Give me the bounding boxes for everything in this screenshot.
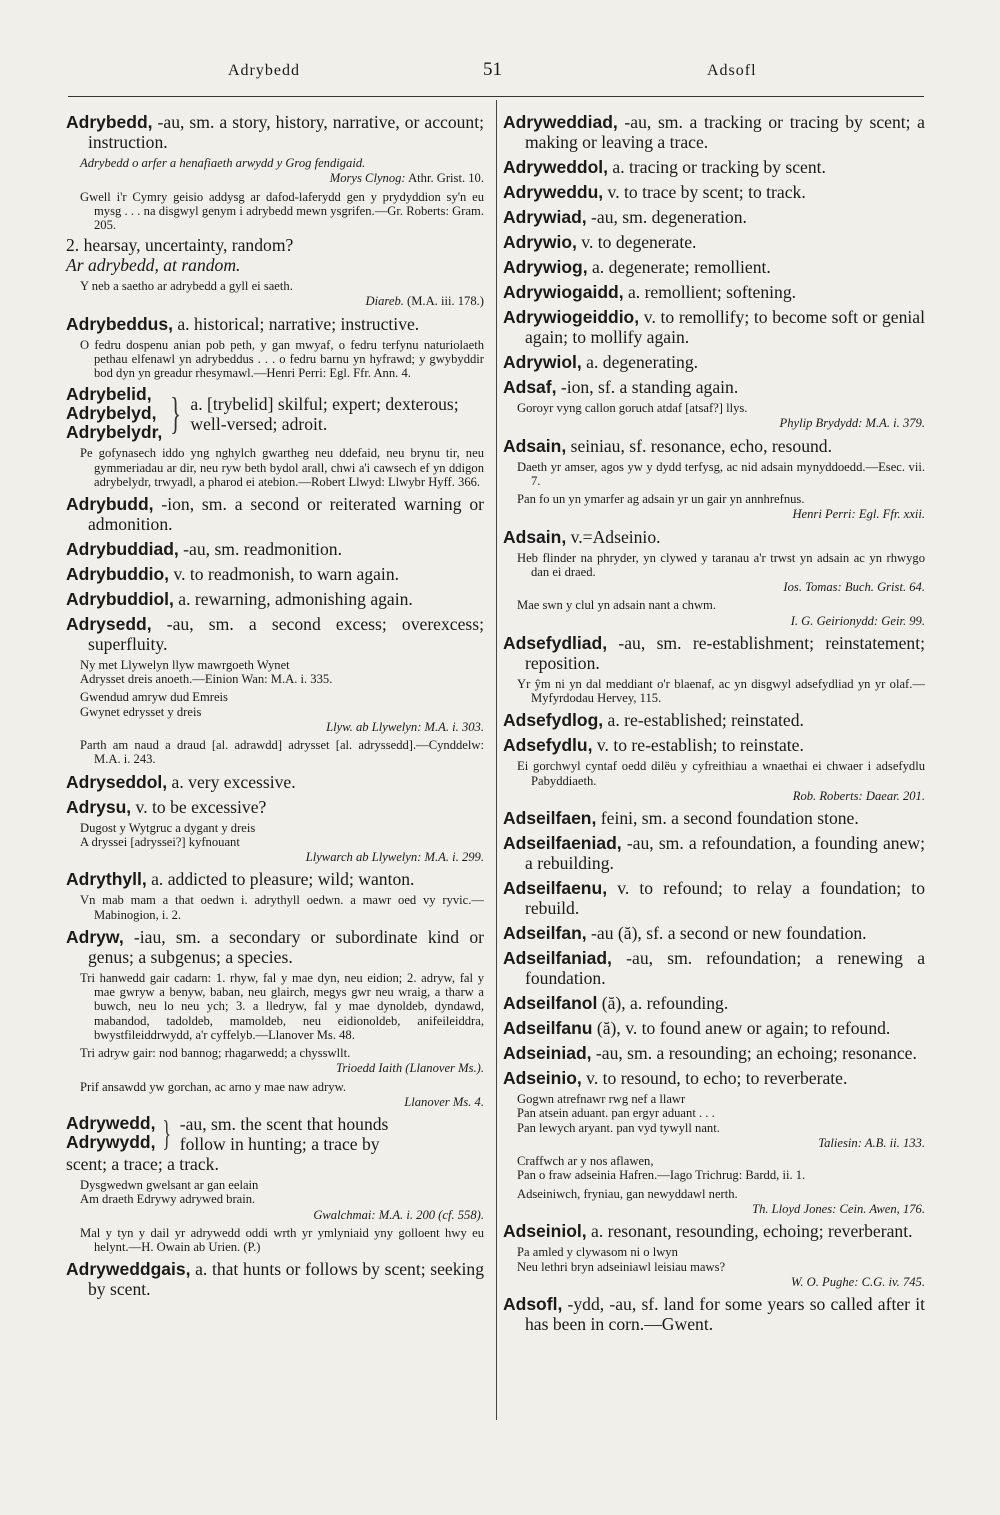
definition: -au, sm. a second excess; overexcess; superfluity.: [88, 614, 484, 655]
citation: O fedru dospenu anian pob peth, y gan mwyaf, o fedru terfynu naturiolaeth pethau elfenawl yn adrybeddus . . . o fedru barnu yn hyfrawd; y gwybyddir bod dyn yn greadur rhesymawl.—Henri Perri: Egl. Ffr. Ann. 4.: [80, 337, 484, 381]
headword: Adsefydlu,: [503, 735, 593, 756]
headword: Adrybelyd,: [66, 403, 157, 424]
headword: Adsefydlog,: [503, 710, 604, 731]
definition: -au, sm. re-establishment; reinstatement; reposition.: [525, 633, 925, 674]
dictionary-entry: [503, 307, 925, 347]
definition: a. that hunts or follows by scent; seeking by scent.: [88, 1259, 484, 1300]
headword: Adrybuddio,: [66, 564, 170, 585]
citation: Gwynet edrysset y dreis: [80, 704, 202, 719]
dictionary-entry: [503, 232, 925, 252]
citation-source: W. O. Pughe: C.G. iv. 745.: [791, 1274, 925, 1289]
citation: A dryssei [adryssei?] kyfnouant: [80, 834, 240, 849]
left-column: [66, 112, 484, 1304]
dictionary-entry: [503, 735, 925, 803]
definition: v. to be excessive?: [131, 796, 267, 817]
citation: Pan o fraw adseinia Hafren.—Iago Trichrug: Bardd, ii. 1.: [517, 1168, 806, 1183]
dictionary-entry: [503, 1294, 925, 1334]
dictionary-entry: [503, 1221, 925, 1289]
citation-source: Llywarch ab Llywelyn: M.A. i. 299.: [305, 850, 484, 865]
dictionary-entry: [503, 157, 925, 177]
headword: Adseilfanol: [503, 993, 598, 1014]
dictionary-entry: [503, 112, 925, 152]
dictionary-entry: [503, 948, 925, 988]
citation: Parth am naud a draud [al. adrawdd] adrysset [al. adryssedd].—Cynddelw: M.A. i. 243.: [80, 738, 484, 767]
headword: Adryweddgais,: [66, 1259, 191, 1280]
headword: Adrywedd,: [66, 1113, 156, 1134]
header-first-word: Adrybedd: [228, 62, 300, 79]
headword: Adseiniol,: [503, 1221, 587, 1242]
headword: Adrysu,: [66, 796, 132, 817]
headword: Adrybudd,: [66, 494, 154, 515]
header-last-word: Adsofl: [707, 62, 757, 79]
headword: Adryw,: [66, 926, 124, 947]
dictionary-entry: [503, 436, 925, 522]
dictionary-entry: [503, 993, 925, 1013]
header-rule: [68, 96, 924, 97]
definition: scent; a trace; a track.: [66, 1154, 219, 1175]
headword: Adrybelydr,: [66, 422, 163, 443]
headword: Adryweddiad,: [503, 112, 618, 132]
definition: v. to resound, to echo; to reverberate.: [581, 1068, 848, 1089]
citation-source: Llanover Ms. 4.: [404, 1094, 484, 1109]
citation-source: Th. Lloyd Jones: Cein. Awen, 176.: [752, 1201, 925, 1216]
dictionary-entry: [66, 589, 484, 609]
citation-source: Diareb. (M.A. iii. 178.): [365, 294, 484, 309]
citation: Goroyr vyng callon goruch atdaf [atsaf?] llys.: [517, 401, 748, 415]
definition: -ion, sf. a standing again.: [556, 377, 739, 397]
headword: Adryweddol,: [503, 157, 609, 177]
citation: Heb flinder na phryder, yn clywed y taranau a'r trwst yn adsain ac yn rhwygo dan ei draed.: [517, 550, 925, 579]
dictionary-entry: [66, 539, 484, 559]
dictionary-entry: [66, 927, 484, 1109]
headword: Adrywiol,: [503, 352, 582, 372]
citation-source: Llyw. ab Llywelyn: M.A. i. 303.: [326, 719, 484, 734]
definition: (ă), a. refounding.: [597, 993, 729, 1014]
definition: -au, sm. a refoundation, a founding anew; a rebuilding.: [525, 833, 925, 874]
citation: Ny met Llywelyn llyw mawrgoeth Wynet: [80, 658, 290, 673]
headword: Adseilfanu: [503, 1018, 593, 1039]
dictionary-entry: [66, 1114, 484, 1254]
headword: Adrywydd,: [66, 1132, 156, 1153]
dictionary-entry: [503, 633, 925, 705]
definition: v. to re-establish; to reinstate.: [592, 735, 804, 756]
citation: Gogwn atrefnawr rwg nef a llawr: [517, 1092, 686, 1107]
citation-source: Trioedd Iaith (Llanover Ms.).: [336, 1061, 484, 1076]
citation: Tri adryw gair: nod bannog; rhagarwedd; a chysswllt.: [80, 1045, 351, 1060]
headword: Adsofl,: [503, 1294, 563, 1315]
dictionary-entry: [66, 494, 484, 534]
citation: Pe gofynasech iddo yng nghylch gwartheg neu ddefaid, neu brynu tir, neu gymmeriadau ar dir, neu ryw beth bydol arall, chwi a'i cawsech ef yn ddigon adrybelydr, trwyadl, a pharod ei atebion.—Robert Llwyd: Llwybr Hyff. 366.: [80, 446, 484, 489]
definition: -ion, sm. a second or reiterated warning or admonition.: [88, 494, 484, 535]
definition: a. re-established; reinstated.: [603, 710, 804, 731]
citation: Adseiniwch, fryniau, gan newyddawl nerth.: [517, 1186, 738, 1201]
definition: v. to remollify; to become soft or genial again; to mollify again.: [525, 307, 925, 347]
grouped-headwords: [66, 385, 484, 442]
headword: Adryseddol,: [66, 771, 168, 792]
definition: v.=Adseinio.: [566, 526, 661, 547]
dictionary-entry: [66, 614, 484, 767]
headword: Adrywiog,: [503, 257, 588, 277]
citation: Adrybedd o arfer a henafiaeth arwydd y Grog fendigaid.: [80, 156, 366, 170]
definition: v. to trace by scent; to track.: [603, 182, 806, 202]
headword: Adrybuddiol,: [66, 589, 174, 610]
headword: Adrywiogeiddio,: [503, 307, 640, 327]
citation-source: Ios. Tomas: Buch. Grist. 64.: [783, 580, 925, 595]
citation-source: Taliesin: A.B. ii. 133.: [818, 1135, 925, 1150]
citation: Vn mab mam a that oedwn i. adrythyll oedwn. a mawr oed vy ryvic.—Mabinogion, i. 2.: [80, 893, 484, 922]
dictionary-entry: [66, 385, 484, 489]
citation: Tri hanwedd gair cadarn: 1. rhyw, fal y mae dyn, neu eidion; 2. adryw, fal y mae gwryw a benyw, baban, neu glairch, megys gwr neu wraig, a tharw a buwch, neu lo neu ych; 3. a lledryw, fal y mae dynoldeb, dyndawd, mabandod, tadoldeb, mamoldeb, neu eidionoldeb, anifeileiddra, bwystfileiddrwydd, a'r cyffelyb.—Llanover Ms. 48.: [80, 970, 484, 1042]
headword: Adrybuddiad,: [66, 539, 179, 560]
headword: Adrywio,: [503, 232, 577, 252]
dictionary-entry: [503, 377, 925, 431]
dictionary-entry: [503, 878, 925, 918]
headword: Adseilfaeniad,: [503, 833, 622, 854]
page-number: 51: [483, 59, 502, 80]
citation-source: Henri Perri: Egl. Ffr. xxii.: [792, 507, 925, 522]
citation: Daeth yr amser, agos yw y dydd terfysg, ac nid adsain mynyddoedd.—Esec. vii. 7.: [517, 459, 925, 488]
definition: -au, sm. a tracking or tracing by scent; a making or leaving a trace.: [525, 112, 925, 152]
citation: Mae swn y clul yn adsain nant a chwm.: [517, 598, 717, 613]
phrase: Ar adrybedd, at random.: [66, 255, 241, 276]
headword: Adrythyll,: [66, 869, 147, 890]
definition: a. degenerate; remollient.: [587, 257, 771, 277]
definition: v. to degenerate.: [576, 232, 697, 252]
definition: a. historical; narrative; instructive.: [172, 313, 420, 334]
headword: Adseilfaniad,: [503, 948, 612, 969]
citation-source: Gwalchmai: M.A. i. 200 (cf. 558).: [313, 1207, 484, 1222]
dictionary-entry: [503, 710, 925, 730]
definition: -au, sm. a story, history, narrative, or account; instruction.: [88, 112, 484, 152]
headword: Adryweddu,: [503, 182, 604, 202]
citation: Dugost y Wytgruc a dygant y dreis: [80, 820, 256, 835]
headword: Adseinio,: [503, 1068, 582, 1089]
headword: Adsefydliad,: [503, 633, 608, 654]
headword: Adrybedd,: [66, 112, 153, 132]
citation-source: I. G. Geirionydd: Geir. 99.: [790, 613, 925, 628]
dictionary-entry: [503, 527, 925, 628]
dictionary-entry: [503, 923, 925, 943]
citation: Prif ansawdd yw gorchan, ac arno y mae naw adryw.: [80, 1079, 347, 1094]
headword: Adrywiad,: [503, 207, 587, 227]
citation: Craffwch ar y nos aflawen,: [517, 1154, 654, 1169]
definition: a. tracing or tracking by scent.: [608, 157, 826, 177]
citation: Gwendud amryw dud Emreis: [80, 690, 228, 705]
running-header: [0, 59, 1000, 90]
definition: -au (ă), sf. a second or new foundation.: [586, 923, 867, 944]
headword: Adsaf,: [503, 377, 557, 397]
definition: -ydd, -au, sf. land for some years so called after it has been in corn.—Gwent.: [525, 1294, 925, 1335]
sense-2: 2. hearsay, uncertainty, random?: [66, 235, 294, 256]
headword: Adsain,: [503, 435, 567, 456]
right-column: [503, 112, 925, 1339]
definition: -au, sm. the scent that hounds: [179, 1114, 389, 1135]
dictionary-entry: [503, 257, 925, 277]
citation: Dysgwedwn gwelsant ar gan eelain: [80, 1178, 259, 1193]
citation-source: Phylip Brydydd: M.A. i. 379.: [779, 416, 925, 431]
dictionary-entry: [503, 182, 925, 202]
grouped-headwords: [66, 1114, 484, 1154]
dictionary-entry: [503, 833, 925, 873]
definition: a. resonant, resounding, echoing; reverberant.: [586, 1221, 913, 1242]
dictionary-entry: [503, 1018, 925, 1038]
citation-source: Morys Clynog: Athr. Grist. 10.: [329, 171, 484, 186]
definition: a. addicted to pleasure; wild; wanton.: [146, 869, 415, 890]
citation: Neu lethri bryn adseiniawl leisiau maws?: [517, 1259, 726, 1274]
definition: (ă), v. to found anew or again; to refound.: [592, 1018, 891, 1039]
headword: Adseilfaen,: [503, 808, 597, 829]
definition: feini, sm. a second foundation stone.: [596, 808, 859, 829]
citation: Pan fo un yn ymarfer ag adsain yr un gair yn annhrefnus.: [517, 492, 805, 507]
definition: a. remollient; softening.: [623, 282, 797, 302]
citation: Pan atsein aduant. pan ergyr aduant . . .: [517, 1106, 715, 1121]
citation: Yr ŷm ni yn dal meddiant o'r blaenaf, ac yn disgwyl adsefydliad yn yr olaf.—Myfyrdodau Hervey, 115.: [517, 677, 925, 706]
dictionary-entry: [66, 797, 484, 865]
definition: seiniau, sf. resonance, echo, resound.: [566, 435, 832, 456]
citation: Am draeth Edrywy adrywed brain.: [80, 1192, 256, 1207]
headword: Adseilfan,: [503, 923, 587, 944]
citation: Ei gorchwyl cyntaf oedd dilëu y cyfreithiau a wnaethai ei chwaer i adsefydlu Pabyddiaeth.: [517, 759, 925, 788]
dictionary-entry: [66, 112, 484, 309]
headword: Adrysedd,: [66, 614, 152, 635]
definition: -au, sm. degeneration.: [586, 207, 747, 227]
citation: Gwell i'r Cymry geisio addysg ar dafod-laferydd gen y prydyddion sy'n eu mysg . . . na disgwyl genym i adrybedd mewn ysgrifen.—Gr. Roberts: Gram. 205.: [80, 189, 484, 233]
dictionary-entry: [66, 564, 484, 584]
headword: Adrywiogaidd,: [503, 282, 624, 302]
headword: Adsain,: [503, 526, 567, 547]
citation: Y neb a saetho ar adrybedd a gyll ei saeth.: [80, 279, 293, 294]
brace-mark: }: [170, 388, 182, 438]
citation: Mal y tyn y dail yr adrywedd oddi wrth yr ymlyniaid yny golloent hwy eu helynt.—H. Owain ab Urien. (P.): [80, 1225, 484, 1255]
dictionary-entry: [503, 808, 925, 828]
column-divider: [496, 100, 497, 1420]
dictionary-entry: [503, 207, 925, 227]
headword: Adseilfaenu,: [503, 878, 608, 899]
definition: a. very excessive.: [167, 771, 296, 792]
definition: -iau, sm. a secondary or subordinate kind or genus; a subgenus; a species.: [88, 926, 484, 967]
headword: Adrybelid,: [66, 384, 152, 405]
dictionary-entry: [66, 869, 484, 921]
definition: a. degenerating.: [581, 352, 699, 372]
citation: Adrysset dreis anoeth.—Einion Wan: M.A. i. 335.: [80, 672, 333, 687]
headword: Adseiniad,: [503, 1043, 592, 1064]
definition: a. [trybelid] skilful; expert; dexterous; well-versed; adroit.: [190, 393, 459, 434]
dictionary-entry: [66, 1259, 484, 1299]
dictionary-entry: [66, 772, 484, 792]
brace-mark: }: [162, 1113, 172, 1154]
definition: -au, sm. a resounding; an echoing; resonance.: [591, 1043, 917, 1064]
dictionary-entry: [503, 282, 925, 302]
definition: v. to readmonish, to warn again.: [169, 564, 400, 585]
definition: a. rewarning, admonishing again.: [173, 589, 413, 610]
headword: Adrybeddus,: [66, 313, 173, 334]
definition: -au, sm. refoundation; a renewing a foundation.: [525, 948, 925, 989]
dictionary-entry: [66, 314, 484, 381]
dictionary-entry: [503, 1068, 925, 1216]
dictionary-entry: [503, 1043, 925, 1063]
definition: follow in hunting; a trace by: [179, 1134, 380, 1155]
citation-source: Rob. Roberts: Daear. 201.: [792, 788, 925, 803]
definition: -au, sm. readmonition.: [178, 539, 342, 560]
citation: Pan lewych aryant. pan vyd tywyll nant.: [517, 1120, 720, 1135]
definition: v. to refound; to relay a foundation; to rebuild.: [525, 878, 925, 919]
dictionary-entry: [503, 352, 925, 372]
citation: Pa amled y clywasom ni o lwyn: [517, 1245, 678, 1260]
